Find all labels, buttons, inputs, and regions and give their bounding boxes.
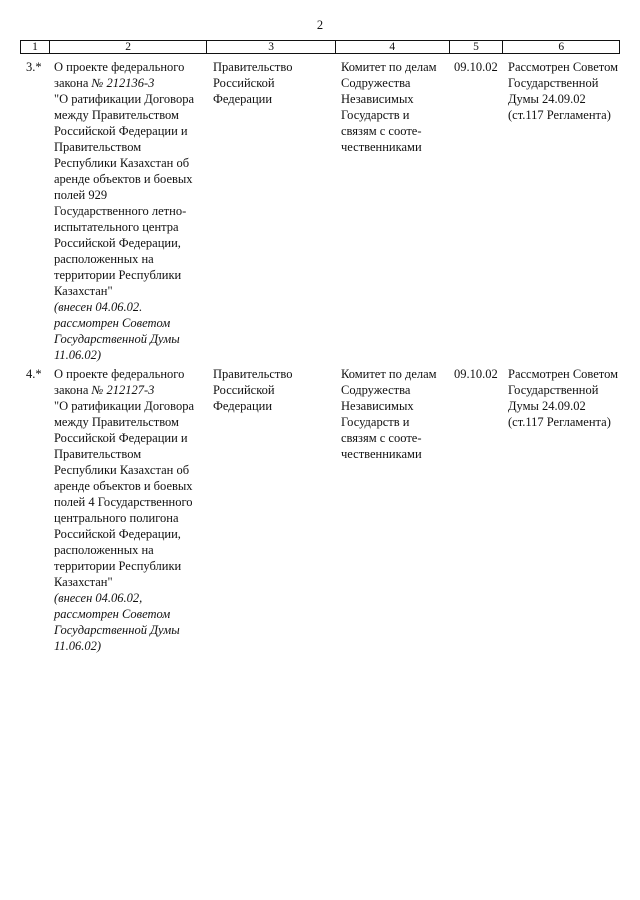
title-line: Российской Федерации и (54, 124, 188, 138)
text-line: Правительство (213, 367, 293, 381)
column-header-6: 6 (558, 41, 565, 53)
title-line-prefix: закона (54, 76, 92, 90)
bill-title (49, 366, 207, 654)
committee (336, 59, 450, 363)
text-line: чественниками (341, 140, 422, 154)
text-line: Содружества (341, 383, 411, 397)
date: 09.10.02 (454, 367, 498, 381)
column-header-5: 5 (450, 41, 504, 53)
text-line: чественниками (341, 447, 422, 461)
title-line-prefix: закона (54, 383, 92, 397)
text-line: Правительство (213, 60, 293, 74)
text-line: Рассмотрен Советом (508, 367, 619, 381)
title-line: Правительством (54, 140, 142, 154)
row-number: 4.* (26, 367, 42, 381)
title-line: аренде объектов и боевых (54, 172, 193, 186)
column-header-1: 1 (21, 41, 50, 53)
title-line: 11.06.02) (54, 639, 101, 653)
title-line: О проекте федерального (54, 367, 185, 381)
initiator (207, 366, 336, 654)
text-line: Думы 24.09.02 (508, 399, 586, 413)
title-line: рассмотрен Советом (54, 316, 171, 330)
title-line: полей 4 Государственного (54, 495, 193, 509)
text-line: Государств и (341, 108, 410, 122)
title-line: Государственной Думы (54, 332, 180, 346)
title-line: между Правительством (54, 415, 179, 429)
text-line: Рассмотрен Советом (508, 60, 619, 74)
page-number: 2 (316, 18, 324, 32)
table-header-row (20, 40, 620, 54)
text-line: Государственной (508, 76, 599, 90)
text-line: Федерации (213, 399, 273, 413)
title-line: О проекте федерального (54, 60, 185, 74)
bill-title (49, 59, 207, 363)
text-line: Государств и (341, 415, 410, 429)
text-line: связям с сооте- (341, 431, 422, 445)
text-line: Российской (213, 383, 275, 397)
title-line: Республики Казахстан об (54, 463, 190, 477)
table-row (20, 366, 620, 654)
title-line: аренде объектов и боевых (54, 479, 193, 493)
initiator (207, 59, 336, 363)
text-line: Независимых (341, 92, 414, 106)
text-line: (ст.117 Регламента) (508, 108, 611, 122)
text-line: (ст.117 Регламента) (508, 415, 611, 429)
column-header-4: 4 (336, 41, 450, 53)
date: 09.10.02 (454, 60, 498, 74)
result (504, 366, 620, 654)
title-line: Республики Казахстан об (54, 156, 190, 170)
column-header-3: 3 (207, 41, 336, 53)
text-line: Государственной (508, 383, 599, 397)
text-line: Независимых (341, 399, 414, 413)
bill-number: № 212127-3 (91, 383, 155, 397)
table-row (20, 59, 620, 363)
title-line: расположенных на (54, 543, 154, 557)
title-line: "О ратификации Договора (54, 92, 195, 106)
title-line: Правительством (54, 447, 142, 461)
title-line: (внесен 04.06.02, (54, 591, 143, 605)
result (504, 59, 620, 363)
title-line: центрального полигона (54, 511, 179, 525)
title-line: между Правительством (54, 108, 179, 122)
title-line: испытательного центра (54, 220, 179, 234)
title-line: Государственной Думы (54, 623, 180, 637)
title-line: территории Республики (54, 559, 182, 573)
title-line: Российской Федерации, (54, 236, 181, 250)
title-line: рассмотрен Советом (54, 607, 171, 621)
column-header-2: 2 (50, 41, 207, 53)
text-line: Содружества (341, 76, 411, 90)
title-line: территории Республики (54, 268, 182, 282)
title-line: Российской Федерации и (54, 431, 188, 445)
text-line: связям с сооте- (341, 124, 422, 138)
committee (336, 366, 450, 654)
row-number: 3.* (26, 60, 42, 74)
title-line (54, 75, 205, 91)
text-line: Российской (213, 76, 275, 90)
text-line: Федерации (213, 92, 273, 106)
title-line: 11.06.02) (54, 348, 101, 362)
title-line: Государственного летно- (54, 204, 187, 218)
title-line: Казахстан" (54, 284, 113, 298)
title-line (54, 382, 205, 398)
title-line: расположенных на (54, 252, 154, 266)
text-line: Комитет по делам (341, 367, 437, 381)
title-line: "О ратификации Договора (54, 399, 195, 413)
bill-number: № 212136-3 (91, 76, 155, 90)
title-line: полей 929 (54, 188, 108, 202)
title-line: (внесен 04.06.02. (54, 300, 143, 314)
text-line: Думы 24.09.02 (508, 92, 586, 106)
title-line: Казахстан" (54, 575, 113, 589)
title-line: Российской Федерации, (54, 527, 181, 541)
text-line: Комитет по делам (341, 60, 437, 74)
